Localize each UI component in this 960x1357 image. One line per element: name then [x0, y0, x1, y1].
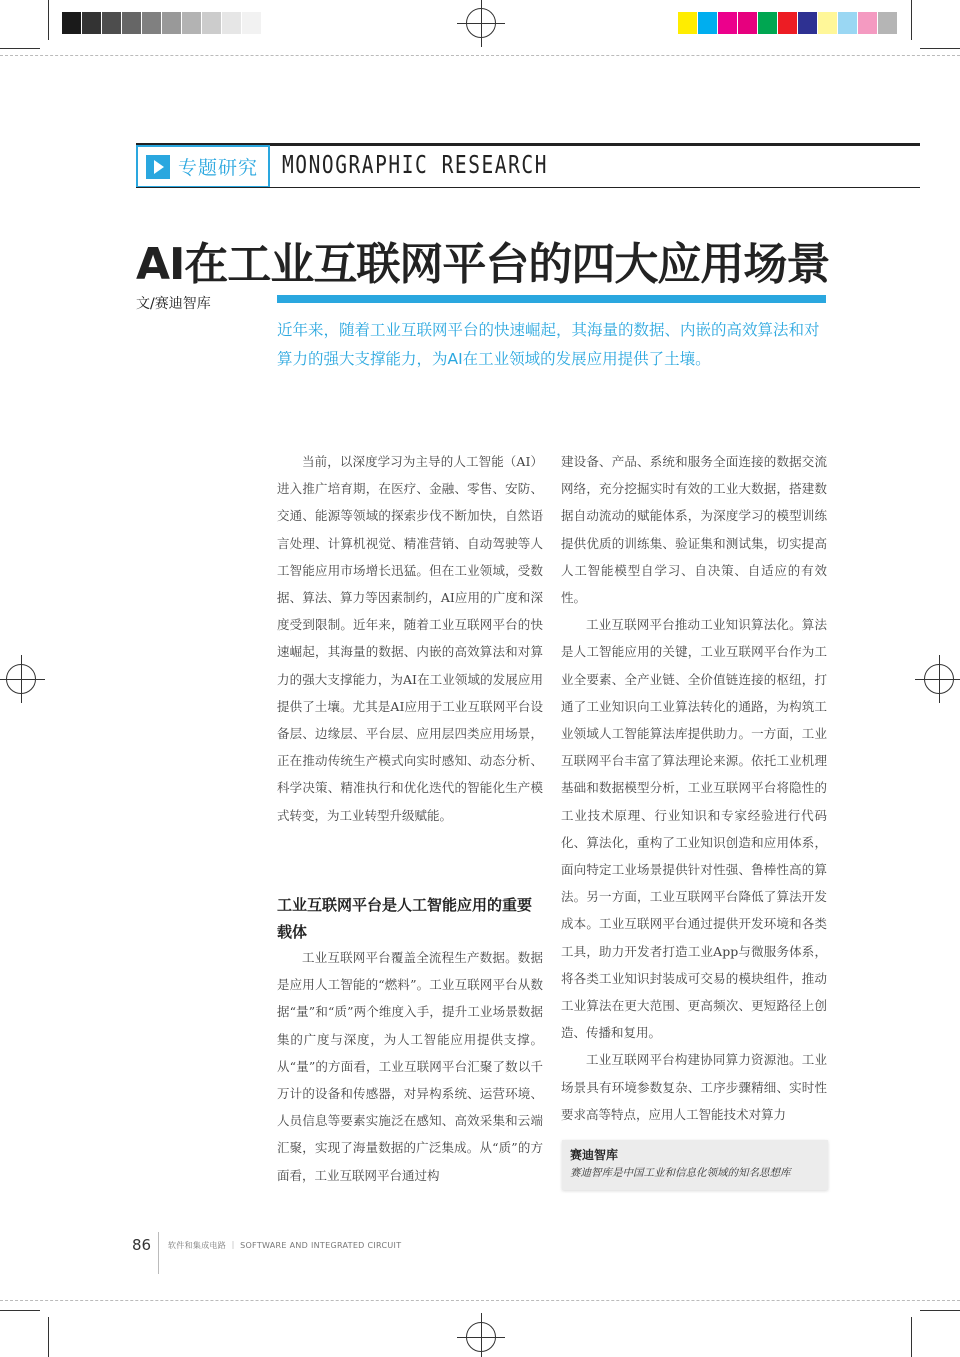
body-paragraph: 建设备、产品、系统和服务全面连接的数据交流网络，充分挖掘实时有效的工业大数据，搭建数据自动流动的赋能体系，为深度学习的模型训练提供优质的训练集、验证集和测试集，切实提高人工智能模型自学习、自决策、自适应的有效性。: [561, 454, 827, 606]
color-patch: [698, 12, 718, 34]
registration-mark-icon: [466, 8, 496, 38]
color-patch: [142, 12, 162, 34]
color-patch: [678, 12, 698, 34]
color-patch: [62, 12, 82, 34]
crop-mark: [920, 48, 960, 49]
crop-mark: [0, 1310, 40, 1311]
crop-mark: [920, 1310, 960, 1311]
page-number: 86: [132, 1236, 152, 1254]
footer-divider: [158, 1232, 159, 1274]
color-patch: [818, 12, 838, 34]
body-paragraph: 工业互联网平台推动工业知识算法化。算法是人工智能应用的关键，工业互联网平台作为工业全要素、全产业链、全价值链连接的枢纽，打通了工业知识向工业算法转化的通路，为构筑工业领域人工智能算法库提供助力。一方面，工业互联网平台丰富了算法理论来源。依托工业机理基础和数据模型分析，工业互联网平台将隐性的工业技术原理、行业知识和专家经验进行代码化、算法化，重构了工业知识创造和应用体系，面向特定工业场景提供针对性强、鲁棒性高的算法。另一方面，工业互联网平台降低了算法开发成本。工业互联网平台通过提供开发环境和各类工具，助力开发者打造工业App与微服务体系，将各类工业知识封装成可交易的模块组件，推动工业算法在更大范围、更高频次、更短路径上创造、传播和复用。: [561, 617, 827, 1041]
lead-paragraph: 近年来，随着工业互联网平台的快速崛起，其海量的数据、内嵌的高效算法和对算力的强大支撑能力，为AI在工业领域的发展应用提供了土壤。: [277, 321, 820, 368]
crop-mark: [911, 1317, 912, 1357]
color-patch: [798, 12, 818, 34]
color-patch: [222, 12, 242, 34]
byline: 文/赛迪智库: [136, 296, 211, 312]
crop-mark: [0, 48, 40, 49]
header-bottom-rule: [136, 187, 920, 188]
author-box: [562, 1140, 828, 1190]
color-patch: [122, 12, 142, 34]
accent-bar: [277, 295, 826, 303]
author-description: 赛迪智库是中国工业和信息化领域的知名思想库: [570, 1167, 791, 1179]
section-label-en: MONOGRAPHIC RESEARCH: [282, 150, 549, 179]
color-patch: [102, 12, 122, 34]
color-patch: [182, 12, 202, 34]
color-patch: [878, 12, 898, 34]
gray-color-bar: [62, 12, 262, 34]
trim-line: [0, 1300, 960, 1301]
crop-mark: [911, 0, 912, 40]
trim-line: [0, 55, 960, 56]
color-patch: [82, 12, 102, 34]
crop-mark: [48, 0, 49, 40]
crop-mark: [48, 1317, 49, 1357]
registration-mark-icon: [466, 1322, 496, 1352]
color-patch: [202, 12, 222, 34]
section-tag: [136, 145, 270, 188]
body-paragraph: 当前，以深度学习为主导的人工智能（AI）进入推广培育期，在医疗、金融、零售、安防、交通、能源等领域的探索步伐不断加快，自然语言处理、计算机视觉、精准营销、自动驾驶等人工智能应用市场增长迅猛。但在工业领域，受数据、算法、算力等因素制约，AI应用的广度和深度受到限制。近年来，随着工业互联网平台的快速崛起，其海量的数据、内嵌的高效算法和对算力的强大支撑能力，为AI在工业领域的发展应用提供了土壤。尤其是AI应用于工业互联网平台设备层、边缘层、平台层、应用层四类应用场景，正在推动传统生产模式向实时感知、动态分析、科学决策、精准执行和优化迭代的智能化生产模式转变，为工业转型升级赋能。: [277, 454, 543, 823]
section-label-cn: 专题研究: [178, 157, 259, 179]
body-column-left: [277, 448, 543, 829]
article-title: AI在工业互联网平台的四大应用场景: [136, 239, 830, 290]
subheading: 工业互联网平台是人工智能应用的重要载体: [277, 896, 533, 941]
cmyk-color-bar: [678, 12, 898, 34]
registration-mark-icon: [6, 664, 36, 694]
body-column-left-2: [277, 944, 543, 1189]
journal-name: 软件和集成电路 ｜ SOFTWARE AND INTEGRATED CIRCUIT: [168, 1241, 402, 1250]
color-patch: [778, 12, 798, 34]
body-paragraph: 工业互联网平台覆盖全流程生产数据。数据是应用人工智能的“燃料”。工业互联网平台从数据“量”和“质”两个维度入手，提升工业场景数据集的广度与深度，为人工智能应用提供支撑。从“量”的方面看，工业互联网平台汇聚了数以千万计的设备和传感器，对异构系统、运营环境、人员信息等要素实施泛在感知、高效采集和云端汇聚，实现了海量数据的广泛集成。从“质”的方面看，工业互联网平台通过构: [277, 950, 543, 1183]
body-paragraph: 工业互联网平台构建协同算力资源池。工业场景具有环境参数复杂、工序步骤精细、实时性要求高等特点，应用人工智能技术对算力: [561, 1052, 827, 1122]
color-patch: [838, 12, 858, 34]
color-patch: [162, 12, 182, 34]
registration-mark-icon: [924, 664, 954, 694]
body-column-right: [561, 448, 827, 1128]
color-patch: [242, 12, 262, 34]
color-patch: [858, 12, 878, 34]
color-patch: [718, 12, 738, 34]
color-patch: [758, 12, 778, 34]
play-icon: [146, 155, 170, 179]
author-name: 赛迪智库: [570, 1148, 619, 1162]
color-patch: [738, 12, 758, 34]
